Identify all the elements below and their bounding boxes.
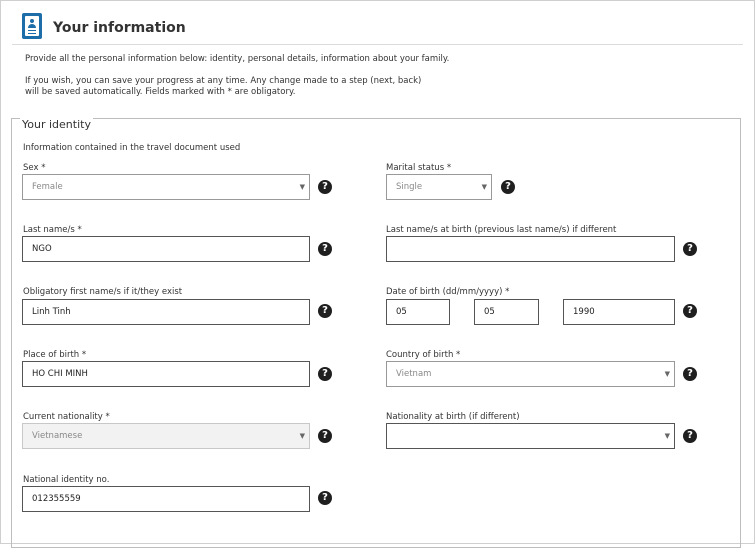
marital-status-value: Single: [396, 182, 423, 192]
place-of-birth-input[interactable]: HO CHI MINH: [22, 361, 310, 387]
help-icon[interactable]: ?: [683, 367, 697, 381]
identity-subtitle: Information contained in the travel document used: [23, 143, 241, 153]
page-title: Your information: [53, 20, 186, 36]
country-of-birth-select[interactable]: [386, 361, 675, 387]
help-icon[interactable]: ?: [318, 304, 332, 318]
header-divider: [12, 44, 743, 45]
chevron-down-icon: ▼: [481, 183, 487, 191]
help-icon[interactable]: ?: [318, 242, 332, 256]
nationality-at-birth-label: Nationality at birth (if different): [386, 412, 520, 422]
help-icon[interactable]: ?: [683, 304, 697, 318]
save-info-text-1: If you wish, you can save your progress at any time. Any change made to a step (next, back): [25, 76, 422, 86]
dob-month-input[interactable]: 05: [474, 299, 539, 325]
chevron-down-icon: ▼: [664, 432, 670, 440]
help-icon[interactable]: ?: [318, 367, 332, 381]
dob-year-input[interactable]: 1990: [563, 299, 675, 325]
sex-select[interactable]: [22, 174, 310, 200]
intro-text: Provide all the personal information below: identity, personal details, information about your family.: [25, 54, 450, 64]
help-icon[interactable]: ?: [318, 429, 332, 443]
place-of-birth-label: Place of birth *: [23, 350, 87, 360]
chevron-down-icon: ▼: [664, 370, 670, 378]
nationality-at-birth-select[interactable]: [386, 423, 675, 449]
marital-status-label: Marital status *: [386, 163, 452, 173]
chevron-down-icon: ▼: [299, 183, 305, 191]
help-icon[interactable]: ?: [683, 242, 697, 256]
first-name-input[interactable]: Linh Tinh: [22, 299, 310, 325]
current-nationality-select[interactable]: [22, 423, 310, 449]
national-id-label: National identity no.: [23, 475, 110, 485]
help-icon[interactable]: ?: [683, 429, 697, 443]
help-icon[interactable]: ?: [318, 491, 332, 505]
id-card-icon: [22, 13, 42, 39]
current-nationality-value: Vietnamese: [32, 431, 83, 441]
last-name-birth-label: Last name/s at birth (previous last name/s) if different: [386, 225, 617, 235]
sex-value: Female: [32, 182, 63, 192]
help-icon[interactable]: ?: [501, 180, 515, 194]
dob-day-input[interactable]: 05: [386, 299, 450, 325]
identity-legend: Your identity: [22, 118, 91, 131]
first-name-label: Obligatory first name/s if it/they exist: [23, 287, 183, 297]
last-name-label: Last name/s *: [23, 225, 82, 235]
sex-label: Sex *: [23, 163, 46, 173]
dob-label: Date of birth (dd/mm/yyyy) *: [386, 287, 510, 297]
save-info-text-2: will be saved automatically. Fields marked with * are obligatory.: [25, 87, 296, 97]
chevron-down-icon: ▼: [299, 432, 305, 440]
help-icon[interactable]: ?: [318, 180, 332, 194]
marital-status-select[interactable]: [386, 174, 492, 200]
current-nationality-label: Current nationality *: [23, 412, 110, 422]
country-of-birth-label: Country of birth *: [386, 350, 461, 360]
last-name-input[interactable]: NGO: [22, 236, 310, 262]
last-name-birth-input[interactable]: [386, 236, 675, 262]
national-id-input[interactable]: 012355559: [22, 486, 310, 512]
country-of-birth-value: Vietnam: [396, 369, 432, 379]
